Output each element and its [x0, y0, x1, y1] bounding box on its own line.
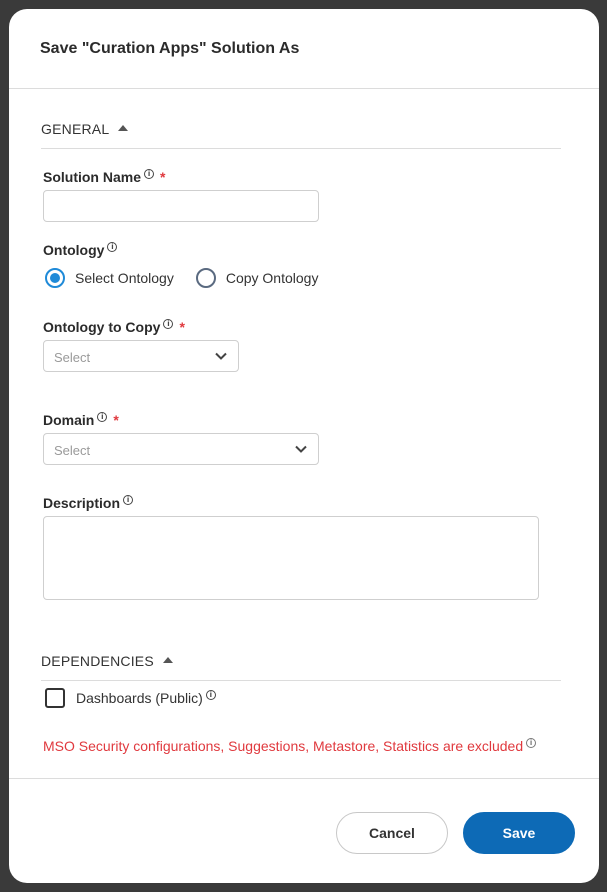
copy-ontology-radio[interactable]: [196, 268, 319, 288]
domain-select[interactable]: [43, 433, 319, 465]
ontology-label: Ontology i: [43, 242, 117, 258]
dashboards-public-checkbox[interactable]: [45, 688, 65, 708]
info-icon[interactable]: i: [206, 690, 216, 700]
select-placeholder: Select: [54, 350, 91, 365]
general-divider: [41, 148, 561, 149]
dependencies-section-title: DEPENDENCIES: [41, 653, 154, 669]
ontology-radio-group: [45, 268, 340, 288]
dashboards-public-option[interactable]: [45, 688, 216, 708]
dependencies-section-toggle[interactable]: [41, 653, 173, 669]
info-icon[interactable]: i: [107, 242, 117, 252]
ontology-to-copy-label: Ontology to Copy i *: [43, 319, 185, 335]
info-icon[interactable]: i: [144, 169, 154, 179]
modal-header: [9, 9, 599, 89]
modal-title: Save "Curation Apps" Solution As: [40, 40, 300, 57]
required-marker: *: [160, 169, 166, 185]
info-icon[interactable]: i: [123, 495, 133, 505]
caret-up-icon: [163, 657, 173, 663]
required-marker: *: [179, 319, 185, 335]
required-marker: *: [113, 412, 119, 428]
radio-label: Copy Ontology: [225, 270, 319, 286]
description-textarea[interactable]: [43, 516, 539, 600]
solution-name-input[interactable]: [43, 190, 319, 222]
save-solution-modal: [9, 9, 599, 883]
solution-name-label: Solution Name i *: [43, 169, 166, 185]
chevron-down-icon: [214, 349, 228, 363]
info-icon[interactable]: i: [526, 738, 536, 748]
radio-label: Select Ontology: [75, 270, 174, 286]
cancel-button[interactable]: Cancel: [336, 812, 448, 854]
description-label: Description i: [43, 495, 133, 511]
checkbox-label: Dashboards (Public) i: [76, 690, 216, 706]
dependencies-divider: [41, 680, 561, 681]
radio-unselected-icon[interactable]: [196, 268, 216, 288]
exclusion-warning: MSO Security configurations, Suggestions, Metastore, Statistics are excluded i: [43, 738, 536, 754]
caret-up-icon: [118, 125, 128, 131]
ontology-to-copy-select[interactable]: [43, 340, 239, 372]
info-icon[interactable]: i: [97, 412, 107, 422]
select-ontology-radio[interactable]: [45, 268, 174, 288]
general-section-title: GENERAL: [41, 121, 110, 137]
save-button[interactable]: Save: [463, 812, 575, 854]
footer-divider: [9, 778, 599, 779]
select-placeholder: Select: [54, 443, 91, 458]
radio-selected-icon[interactable]: [45, 268, 65, 288]
general-section-toggle[interactable]: [41, 121, 128, 137]
info-icon[interactable]: i: [163, 319, 173, 329]
chevron-down-icon: [294, 442, 308, 456]
domain-label: Domain i *: [43, 412, 119, 428]
